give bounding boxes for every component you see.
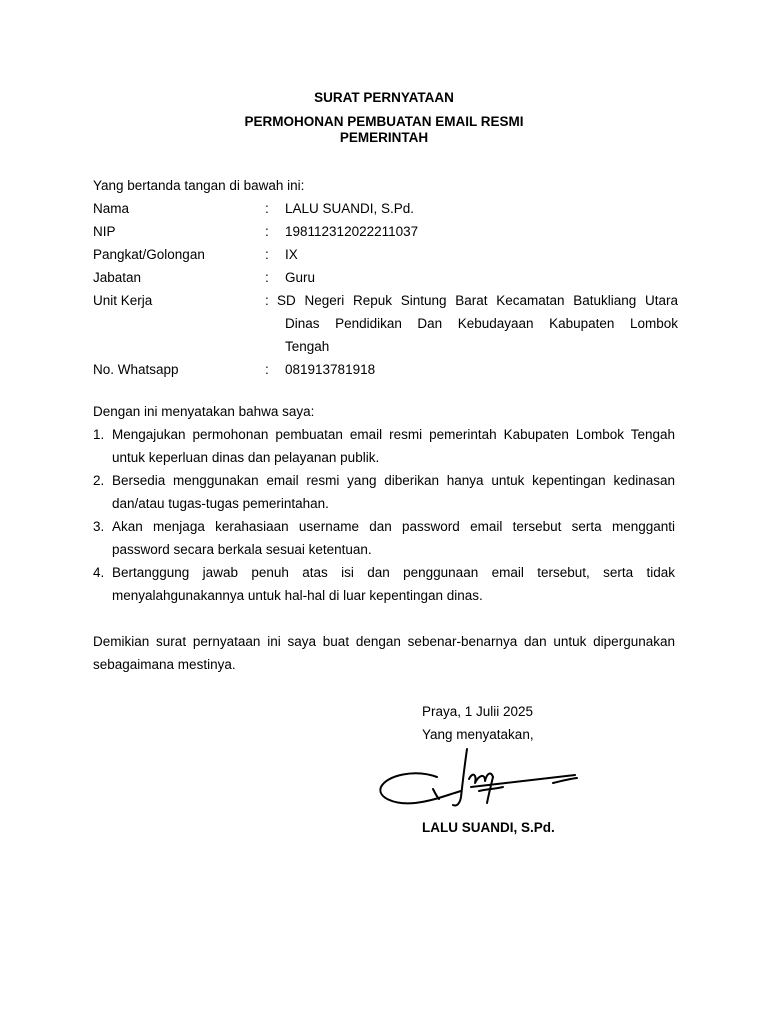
unit-kerja-line-3: Tengah bbox=[285, 339, 330, 354]
field-value bbox=[275, 358, 678, 381]
list-item-text bbox=[112, 561, 675, 607]
place-date: Praya, 1 Julii 2025 bbox=[422, 704, 534, 719]
unit-kerja-line-1: SD Negeri Repuk Sintung Barat Kecamatan Batukliang Utara bbox=[277, 293, 678, 308]
field-colon: : bbox=[265, 201, 269, 216]
list-item-number: 4. bbox=[93, 565, 105, 580]
field-row-jabatan bbox=[93, 266, 678, 289]
list-item-text bbox=[112, 423, 675, 469]
list-item-line-2: menyalahgunakannya untuk hal-hal di luar kepentingan dinas. bbox=[112, 588, 483, 603]
field-row-nama bbox=[93, 197, 678, 220]
signer-name: LALU SUANDI, S.Pd. bbox=[422, 820, 555, 835]
field-value bbox=[275, 266, 678, 289]
list-item-line-1: Bersedia menggunakan email resmi yang diberikan hanya untuk kepentingan kedinasan bbox=[112, 473, 675, 488]
field-value bbox=[275, 243, 678, 266]
subtitle-line-2: PEMERINTAH bbox=[339, 130, 429, 145]
list-item bbox=[93, 423, 675, 469]
field-label: Jabatan bbox=[93, 270, 142, 285]
statement-list bbox=[93, 423, 675, 607]
unit-kerja-line-2: Dinas Pendidikan Dan Kebudayaan Kabupaten Lombok bbox=[285, 316, 678, 331]
field-value-text: LALU SUANDI, S.Pd. bbox=[285, 201, 415, 216]
field-value-text: 081913781918 bbox=[285, 362, 376, 377]
list-item-line-2: untuk keperluan dinas dan pelayanan publik. bbox=[112, 450, 380, 465]
field-colon: : bbox=[265, 224, 269, 239]
list-item-line-1: Bertanggung jawab penuh atas isi dan penggunaan email tersebut, serta tidak bbox=[112, 565, 675, 580]
field-value-text: 198112312022211037 bbox=[285, 224, 419, 239]
intro-text: Yang bertanda tangan di bawah ini: bbox=[93, 178, 305, 193]
field-colon: : bbox=[265, 270, 269, 285]
field-row-whatsapp bbox=[93, 358, 678, 381]
signature-block bbox=[422, 700, 534, 746]
list-item-number: 3. bbox=[93, 519, 105, 534]
list-item-text bbox=[112, 515, 675, 561]
field-value-text: IX bbox=[285, 247, 298, 262]
list-item-number: 2. bbox=[93, 473, 105, 488]
handwritten-signature bbox=[375, 745, 585, 815]
field-colon: : bbox=[265, 247, 269, 262]
field-row-pangkat bbox=[93, 243, 678, 266]
subtitle-line-1: PERMOHONAN PEMBUATAN EMAIL RESMI bbox=[244, 114, 524, 129]
field-label: NIP bbox=[93, 224, 116, 239]
field-label: No. Whatsapp bbox=[93, 362, 179, 377]
list-item-text bbox=[112, 469, 675, 515]
list-item bbox=[93, 515, 675, 561]
field-label: Nama bbox=[93, 201, 130, 216]
field-value bbox=[275, 197, 678, 220]
list-item-line-1: Mengajukan permohonan pembuatan email resmi pemerintah Kabupaten Lombok Tengah bbox=[112, 427, 675, 442]
closing-line-1: Demikian surat pernyataan ini saya buat dengan sebenar-benarnya dan untuk dipergunakan bbox=[93, 634, 675, 649]
list-item-line-1: Akan menjaga kerahasiaan username dan password email tersebut serta mengganti bbox=[112, 519, 675, 534]
field-colon: : bbox=[265, 362, 269, 377]
field-value bbox=[275, 220, 678, 243]
identity-fields bbox=[93, 197, 678, 381]
list-item-line-2: password secara berkala sesuai ketentuan. bbox=[112, 542, 372, 557]
field-row-unit-kerja bbox=[93, 289, 678, 358]
field-label: Unit Kerja bbox=[93, 293, 153, 308]
list-item-number: 1. bbox=[93, 427, 105, 442]
field-value-text: Guru bbox=[285, 270, 316, 285]
closing-line-2: sebagaimana mestinya. bbox=[93, 657, 236, 672]
field-row-nip bbox=[93, 220, 678, 243]
field-colon: : bbox=[265, 293, 269, 308]
document-subtitle bbox=[100, 114, 668, 146]
document-title: SURAT PERNYATAAN bbox=[314, 90, 454, 105]
declarant-label: Yang menyatakan, bbox=[422, 727, 534, 742]
list-item bbox=[93, 561, 675, 607]
field-label: Pangkat/Golongan bbox=[93, 247, 205, 262]
closing-paragraph bbox=[93, 630, 675, 676]
list-item-line-2: dan/atau tugas-tugas pemerintahan. bbox=[112, 496, 329, 511]
statement-intro: Dengan ini menyatakan bahwa saya: bbox=[93, 404, 315, 419]
list-item bbox=[93, 469, 675, 515]
field-value bbox=[275, 289, 678, 358]
